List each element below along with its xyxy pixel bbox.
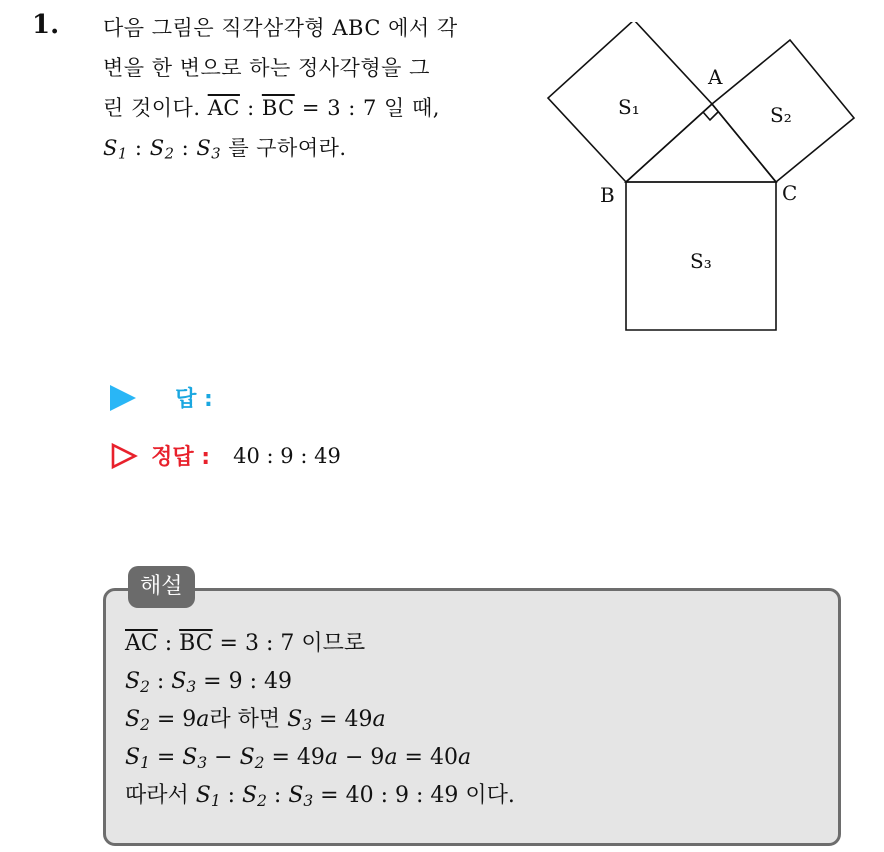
solution-line-5: 따라서 $S_1$ : $S_2$ : $S_3 = 40$ : 9 : 49 이다. <box>125 783 515 810</box>
triangle-abc <box>626 104 776 182</box>
answer-row <box>110 382 213 413</box>
question-line-1: 다음 그림은 직각삼각형 ABC 에서 각 <box>103 16 458 40</box>
segment-ac: $\overline{AC}$ <box>125 631 158 656</box>
question-line-3-text: 린 것이다. <box>103 96 201 120</box>
question-number: 1. <box>32 10 60 40</box>
var-s1: $S_1$ <box>195 783 221 810</box>
var-s3: $S_3$ <box>171 669 197 696</box>
correct-answer-row <box>110 440 341 471</box>
var-s1: $S_1$ <box>103 136 128 163</box>
var-s3: $S_3$ <box>288 783 314 810</box>
question-text <box>103 8 543 168</box>
question-line-3 <box>103 88 543 128</box>
expr: − <box>207 745 240 770</box>
solution-line-4 <box>125 739 515 777</box>
expr: − 9 <box>338 745 385 770</box>
question-line-2: 변을 한 변으로 하는 정사각형을 그 <box>103 56 430 80</box>
expr: = 40 : 9 : 49 이다. <box>313 783 515 808</box>
question-line-3-tail: = 3 : 7 일 때, <box>294 96 440 120</box>
answer-label: 답 : <box>175 387 213 412</box>
pythagoras-figure <box>540 22 860 342</box>
var-a: a <box>384 745 398 770</box>
var-s1: $S_1$ <box>125 745 150 772</box>
expr: 라 하면 <box>209 707 288 732</box>
vertex-c: C <box>782 181 798 205</box>
colon: : <box>174 136 197 160</box>
var-s3: $S_3$ <box>182 745 208 772</box>
label-s1: S₁ <box>618 95 640 119</box>
colon: : <box>127 136 150 160</box>
question-line-4-tail: 를 구하여라. <box>228 136 347 160</box>
solution-line-1-tail: = 3 : 7 이므로 <box>212 631 366 656</box>
var-a: a <box>372 707 386 732</box>
solution-tag: 해설 <box>128 566 195 608</box>
right-angle-mark <box>703 112 718 120</box>
vertex-a: A <box>708 65 723 89</box>
var-s2: $S_2$ <box>239 745 265 772</box>
solution-body <box>125 625 515 815</box>
expr: = 40 <box>397 745 458 770</box>
var-a: a <box>457 745 472 770</box>
var-s3: $S_3$ <box>287 707 313 734</box>
play-outline-icon <box>110 442 138 470</box>
expr: = 9 <box>149 707 197 732</box>
solution-line-3 <box>125 701 515 739</box>
var-s2: $S_2$ <box>242 783 267 810</box>
solution-line-2-tail: = 9 : 49 <box>196 669 292 694</box>
var-s3: $S_3$ <box>196 136 222 163</box>
expr: = 49 <box>312 707 373 732</box>
solution-line-1 <box>125 625 515 663</box>
question-line-4 <box>103 128 543 168</box>
segment-bc: $\overline{BC}$ <box>261 96 295 120</box>
correct-answer-value: 40 : 9 : 49 <box>233 443 341 468</box>
solution-line-2: $S_2$ : $S_3 = 9$ : 49 <box>125 669 292 696</box>
label-s3: S₃ <box>690 249 712 273</box>
segment-ac: $\overline{AC}$ <box>207 96 240 120</box>
expr: 따라서 <box>125 783 196 808</box>
var-a: a <box>324 745 339 770</box>
expr: = <box>149 745 183 770</box>
vertex-b: B <box>600 183 615 207</box>
var-s2: $S_2$ <box>125 707 150 734</box>
var-s2: $S_2$ <box>149 136 175 163</box>
var-s2: $S_2$ <box>125 669 150 696</box>
expr: = 49 <box>264 745 325 770</box>
var-a: a <box>196 707 210 732</box>
segment-bc: $\overline{BC}$ <box>179 631 213 656</box>
label-s2: S₂ <box>770 103 792 127</box>
correct-answer-label: 정답 : <box>151 445 211 470</box>
ratio-colon: : <box>239 96 262 120</box>
play-icon <box>110 385 136 411</box>
colon: : <box>157 631 180 656</box>
